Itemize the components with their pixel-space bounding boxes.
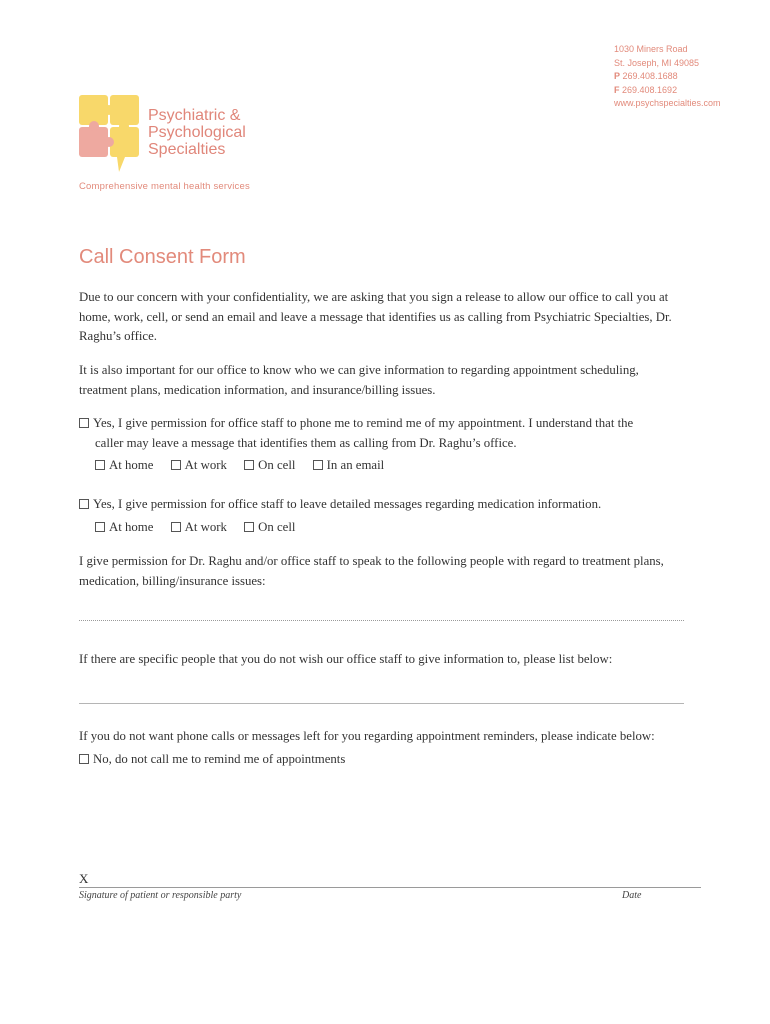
checkbox[interactable] [244,522,254,532]
checkbox[interactable] [95,460,105,470]
checkbox[interactable] [171,522,181,532]
logo-line-1: Psychiatric & [148,107,241,124]
no-calls-paragraph: If you do not want phone calls or messages left for you regarding appointment reminders, please indicate below: [79,729,655,743]
no-calls-checkbox[interactable] [79,754,89,764]
checkbox[interactable] [313,460,323,470]
medication-option-home[interactable]: At home [95,518,153,538]
reminder-option-email[interactable]: In an email [313,456,385,476]
logo-line-3: Specialties [148,141,226,158]
checkbox[interactable] [95,522,105,532]
medication-option-work[interactable]: At work [171,518,227,538]
permission-medication-label: Yes, I give permission for office staff to leave detailed messages regarding medication information. [93,497,602,511]
checkbox[interactable] [244,460,254,470]
permission-reminder [79,414,699,453]
signature-line[interactable] [79,887,701,888]
city-state-zip: St. Joseph, MI 49085 [614,57,700,68]
permission-reminder-label-2: caller may leave a message that identifies them as calling from Dr. Raghu’s office. [95,435,517,450]
tagline: Comprehensive mental health services [79,181,250,192]
no-calls-label: No, do not call me to remind me of appointments [93,752,346,766]
form-title: Call Consent Form [79,246,246,268]
fax-number: F 269.408.1692 [614,84,678,95]
info-paragraph: It is also important for our office to know who we can give information to regarding appointment scheduling, treatment plans, medication information, and insurance/billing issues. [79,363,639,397]
street-address: 1030 Miners Road [614,44,688,54]
date-label: Date [622,890,642,901]
permission-reminder-checkbox[interactable] [79,418,89,428]
medication-options [95,518,309,538]
exclude-entry-line[interactable] [79,703,684,704]
website-link[interactable]: www.psychspecialties.com [614,98,721,108]
reminder-option-work[interactable]: At work [171,456,227,476]
puzzle-logo-icon [79,95,139,173]
permission-medication-checkbox[interactable] [79,499,89,509]
logo-wordmark [148,107,246,158]
address-block [614,43,721,111]
permission-medication [79,495,601,515]
people-permission-paragraph: I give permission for Dr. Raghu and/or office staff to speak to the following people with regard to treatment plans, medication, billing/insurance issues: [79,554,664,588]
reminder-option-home[interactable]: At home [95,456,153,476]
signature-x-mark: X [79,871,89,886]
phone-number: P 269.408.1688 [614,71,678,81]
reminder-options [95,456,398,476]
no-calls-option [79,750,345,770]
signature-label: Signature of patient or responsible party [79,890,242,901]
intro-paragraph: Due to our concern with your confidentiality, we are asking that you sign a release to allow our office to call you at home, work, cell, or send an email and leave a message that identifies us as calling from Psychiatric Specialties, Dr. Raghu’s office. [79,290,672,343]
logo-line-2: Psychological [148,124,246,141]
people-entry-line[interactable] [79,620,684,621]
reminder-option-cell[interactable]: On cell [244,456,295,476]
checkbox[interactable] [171,460,181,470]
exclude-people-paragraph: If there are specific people that you do not wish our office staff to give information to, please list below: [79,652,613,666]
permission-reminder-label-1: Yes, I give permission for office staff to phone me to remind me of my appointment. I understand that the [93,416,634,430]
medication-option-cell[interactable]: On cell [244,518,295,538]
